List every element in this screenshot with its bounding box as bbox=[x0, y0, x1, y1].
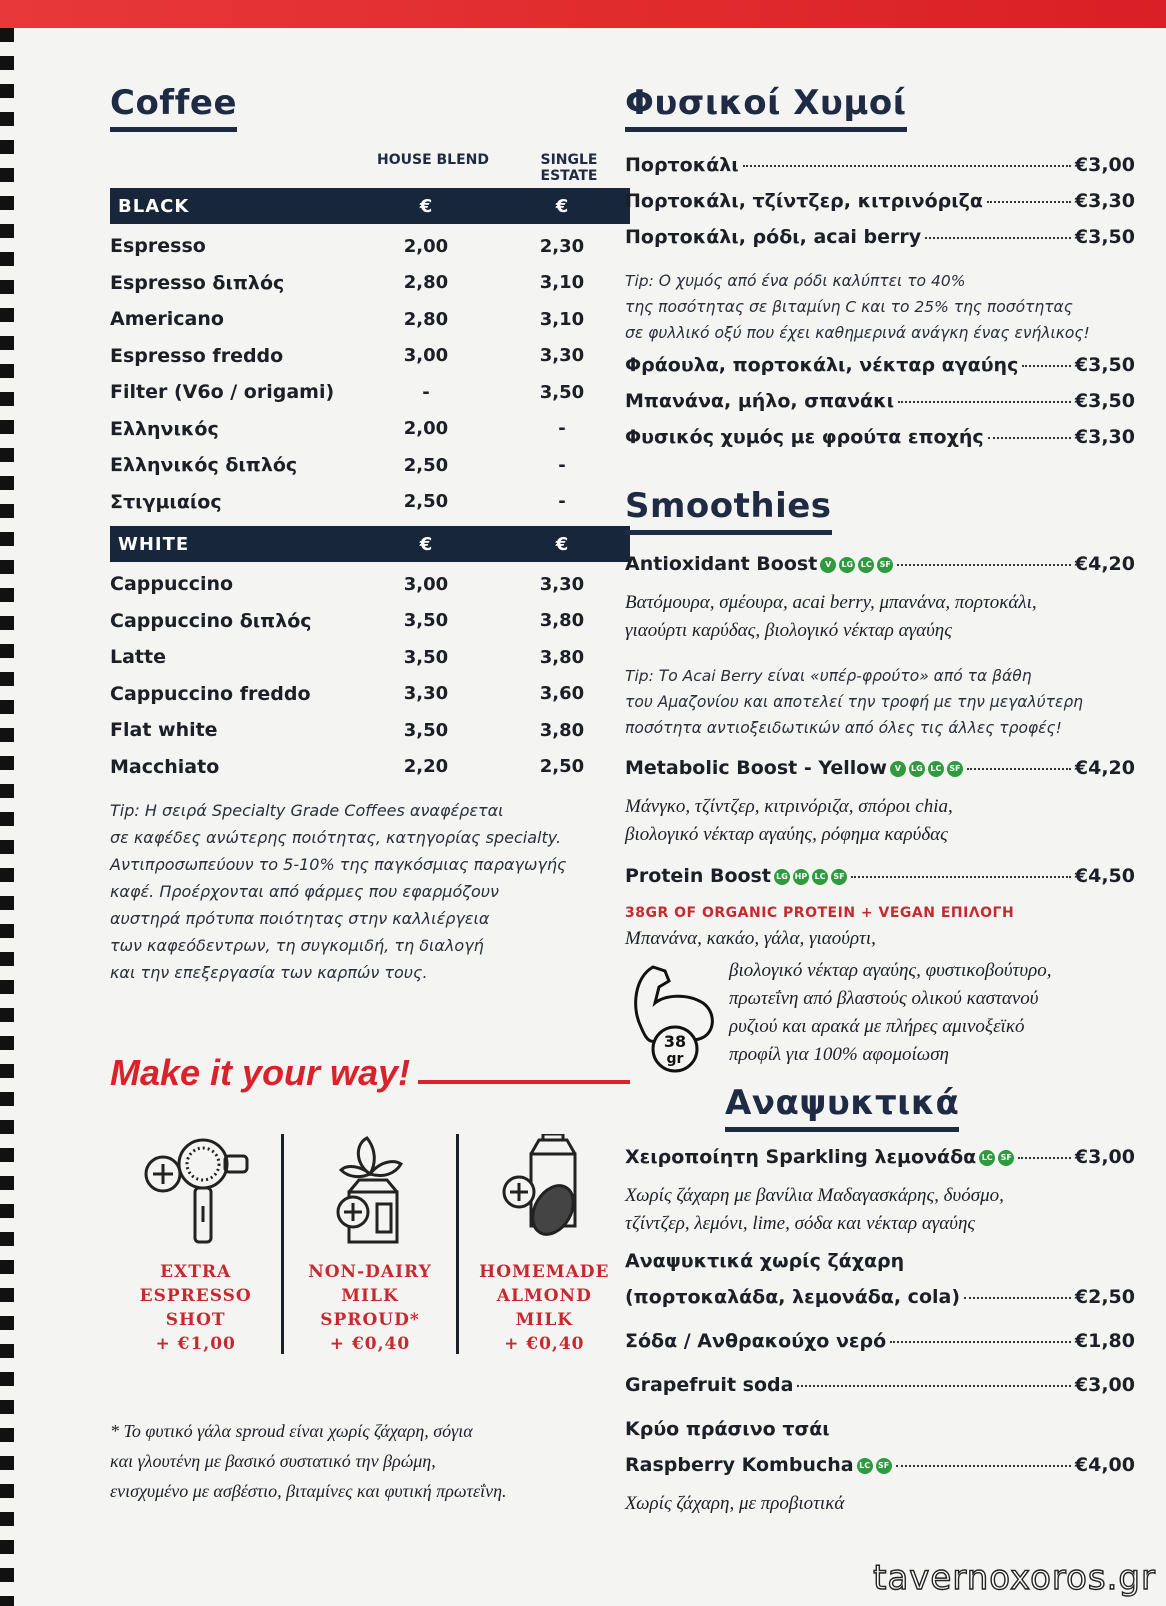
footnote-line: * Το φυτικό γάλα sproud είναι χωρίς ζάχαρη, σόγια bbox=[110, 1421, 473, 1441]
low-gi-badge-icon: LG bbox=[839, 557, 855, 573]
low-gi-badge-icon: LG bbox=[909, 761, 925, 777]
house-blend-price: 2,50 bbox=[403, 454, 449, 476]
extra-espresso-shot bbox=[110, 1134, 281, 1354]
single-estate-price: 3,10 bbox=[539, 272, 585, 294]
flexed-arm-icon bbox=[625, 957, 721, 1077]
low-cal-badge-icon: LC bbox=[812, 869, 828, 885]
coffee-row bbox=[110, 447, 630, 484]
vegan-badge-icon: V bbox=[820, 557, 836, 573]
item-name: Πορτοκάλι, ρόδι, acai berry bbox=[625, 226, 922, 248]
coffee-title: Coffee bbox=[110, 83, 237, 132]
item-price: €4,20 bbox=[1074, 553, 1135, 575]
juice-tip bbox=[625, 268, 1135, 346]
tip-line: Tip: Ο χυμός από ένα ρόδι καλύπτει το 40% bbox=[625, 272, 966, 290]
item-name: Protein Boost bbox=[625, 865, 771, 887]
leader-dots bbox=[890, 1341, 1071, 1343]
item-description bbox=[625, 793, 1135, 849]
coffee-row bbox=[110, 228, 630, 265]
spiral-binding bbox=[0, 28, 30, 1606]
single-estate-price: - bbox=[558, 491, 566, 513]
leader-dots bbox=[898, 401, 1071, 403]
description-line: Χωρίς ζάχαρη με βανίλια Μαδαγασκάρης, δυόσμο, bbox=[625, 1185, 1004, 1206]
description-line: Μπανάνα, κακάο, γάλα, γιαούρτι, bbox=[625, 928, 876, 949]
menu-item bbox=[625, 1454, 1135, 1490]
coffee-name: Espresso bbox=[110, 235, 206, 258]
sugar-free-badge-icon: SF bbox=[876, 1458, 892, 1474]
footnote-line: ενισχυμένο με ασβέστιο, βιταμίνες και φυτική πρωτεΐνη. bbox=[110, 1481, 507, 1501]
diet-badges bbox=[771, 865, 847, 887]
smoothies-title: Smoothies bbox=[625, 486, 832, 535]
item-name: Grapefruit soda bbox=[625, 1374, 794, 1396]
item-name: Μπανάνα, μήλο, σπανάκι bbox=[625, 390, 895, 412]
coffee-name: Ελληνικός διπλός bbox=[110, 454, 298, 477]
single-estate-price: 2,30 bbox=[539, 235, 585, 257]
item-name: Πορτοκάλι bbox=[625, 154, 739, 176]
house-blend-price: 2,50 bbox=[403, 491, 449, 513]
leader-dots bbox=[988, 437, 1071, 439]
description-line: τζίντζερ, λεμόνι, lime, σόδα και νέκταρ αγαύης bbox=[625, 1213, 976, 1234]
currency-label: € bbox=[555, 195, 569, 217]
black-label: BLACK bbox=[118, 195, 190, 217]
protein-subtitle: 38GR OF ORGANIC PROTEIN + VEGAN ΕΠΙΛΟΓΗ bbox=[625, 905, 1015, 921]
white-section-bar bbox=[110, 526, 630, 562]
watermark: tavernoxoros.gr bbox=[873, 1558, 1156, 1598]
homemade-almond-milk bbox=[456, 1134, 630, 1354]
coffee-name: Ελληνικός bbox=[110, 417, 219, 440]
smoothie-metabolic bbox=[625, 757, 1135, 849]
house-blend-price: 2,80 bbox=[403, 308, 449, 330]
coffee-name: Flat white bbox=[110, 719, 218, 742]
vegan-badge-icon: V bbox=[890, 761, 906, 777]
coffee-row bbox=[110, 603, 630, 640]
coffee-name: Espresso freddo bbox=[110, 344, 284, 367]
smoothie-protein bbox=[625, 865, 1135, 1077]
coffee-column bbox=[110, 83, 630, 1506]
item-name: (πορτοκαλάδα, λεμονάδα, cola) bbox=[625, 1286, 961, 1308]
portafilter-icon bbox=[141, 1134, 251, 1246]
white-label: WHITE bbox=[118, 533, 190, 555]
item-name: Σόδα / Ανθρακούχο νερό bbox=[625, 1330, 887, 1352]
item-description bbox=[625, 1182, 1135, 1238]
house-blend-price: 2,00 bbox=[403, 418, 449, 440]
coffee-name: Cappuccino διπλός bbox=[110, 609, 312, 632]
item-name: Raspberry Kombucha bbox=[625, 1454, 854, 1476]
item-price: €3,00 bbox=[1074, 1374, 1135, 1396]
single-estate-price: 3,50 bbox=[539, 381, 585, 403]
soft-kombucha bbox=[625, 1418, 1135, 1518]
plant-milk-carton-icon bbox=[315, 1134, 425, 1246]
item-name: Πορτοκάλι, τζίντζερ, κιτρινόριζα bbox=[625, 190, 983, 212]
sproud-footnote bbox=[110, 1416, 630, 1506]
footnote-line: και γλουτένη με βασικό συστατικό την βρώμη, bbox=[110, 1451, 436, 1471]
house-blend-price: 2,00 bbox=[403, 235, 449, 257]
item-name: Φυσικός χυμός με φρούτα εποχής bbox=[625, 426, 984, 448]
tip-line: αυστηρά πρότυπα ποιότητας στην καλλιέργεια bbox=[110, 909, 490, 928]
item-price: €4,20 bbox=[1074, 757, 1135, 779]
tip-line: Αντιπροσωπεύουν το 5-10% της παγκόσμιας παραγωγής bbox=[110, 855, 567, 874]
menu-item bbox=[625, 426, 1135, 462]
high-protein-badge-icon: HP bbox=[793, 869, 809, 885]
coffee-row bbox=[110, 411, 630, 448]
soft-drinks-title: Αναψυκτικά bbox=[725, 1083, 959, 1132]
coffee-tip bbox=[110, 797, 630, 986]
extra-price: + €1,00 bbox=[155, 1334, 236, 1354]
tip-line: Tip: Το Acai Berry είναι «υπέρ-φρούτο» από τα βάθη bbox=[625, 667, 1032, 685]
coffee-row bbox=[110, 338, 630, 375]
item-price: €3,00 bbox=[1074, 1146, 1135, 1168]
leader-dots bbox=[897, 564, 1071, 566]
extra-label-line: ALMOND bbox=[496, 1286, 592, 1306]
coffee-row bbox=[110, 484, 630, 521]
diet-badges bbox=[817, 553, 893, 575]
coffee-name: Espresso διπλός bbox=[110, 271, 285, 294]
menu-item bbox=[625, 757, 1135, 793]
diet-badges bbox=[854, 1454, 892, 1476]
juices-list-2 bbox=[625, 354, 1135, 462]
description-line: βιολογικό νέκταρ αγαύης, ρόφημα καρύδας bbox=[625, 824, 948, 845]
description-line: Μάνγκο, τζίντζερ, κιτρινόριζα, σπόροι chia, bbox=[625, 796, 953, 817]
single-estate-price: - bbox=[558, 418, 566, 440]
item-price: €2,50 bbox=[1074, 1286, 1135, 1308]
coffee-name: Filter (V6o / origami) bbox=[110, 381, 335, 404]
menu-item bbox=[625, 553, 1135, 589]
leader-dots bbox=[1022, 365, 1071, 367]
house-blend-price: 3,00 bbox=[403, 345, 449, 367]
low-cal-badge-icon: LC bbox=[979, 1150, 995, 1166]
tip-line: καφέ. Προέρχονται από φάρμες που εφαρμόζουν bbox=[110, 882, 499, 901]
extra-label-line: SPROUD* bbox=[320, 1310, 420, 1330]
sugar-free-badge-icon: SF bbox=[831, 869, 847, 885]
currency-label: € bbox=[555, 533, 569, 555]
leader-dots bbox=[987, 201, 1071, 203]
description-line: πρωτεΐνη από βλαστούς ολικού καστανού bbox=[729, 988, 1039, 1009]
non-dairy-milk bbox=[281, 1134, 455, 1354]
make-it-title: Make it your way! bbox=[110, 1052, 411, 1093]
single-estate-price: 3,10 bbox=[539, 308, 585, 330]
extra-label-line: ESPRESSO bbox=[139, 1286, 252, 1306]
single-estate-price: 3,80 bbox=[539, 646, 585, 668]
sugar-free-badge-icon: SF bbox=[947, 761, 963, 777]
menu-item bbox=[625, 190, 1135, 226]
menu-item bbox=[625, 354, 1135, 390]
single-estate-price: 3,60 bbox=[539, 683, 585, 705]
coffee-name: Latte bbox=[110, 646, 166, 669]
leader-dots bbox=[896, 1465, 1071, 1467]
low-cal-badge-icon: LC bbox=[928, 761, 944, 777]
currency-label: € bbox=[419, 533, 433, 555]
coffee-row bbox=[110, 749, 630, 786]
coffee-row bbox=[110, 639, 630, 676]
tip-line: Tip: Η σειρά Specialty Grade Coffees αναφέρεται bbox=[110, 801, 504, 820]
acai-tip bbox=[625, 663, 1135, 741]
house-blend-price: 3,50 bbox=[403, 646, 449, 668]
menu-item bbox=[625, 154, 1135, 190]
drinks-column bbox=[625, 83, 1135, 1518]
currency-label: € bbox=[419, 195, 433, 217]
item-price: €3,30 bbox=[1074, 190, 1135, 212]
sugar-free-badge-icon: SF bbox=[998, 1150, 1014, 1166]
leader-dots bbox=[1018, 1157, 1071, 1159]
single-estate-price: 3,80 bbox=[539, 719, 585, 741]
extra-label-line: HOMEMADE bbox=[479, 1262, 610, 1282]
leader-dots bbox=[797, 1385, 1070, 1387]
extra-label-line: MILK bbox=[515, 1310, 574, 1330]
item-name: Χειροποίητη Sparkling λεμονάδα bbox=[625, 1146, 977, 1168]
black-coffee-list bbox=[110, 228, 630, 520]
diet-badges bbox=[887, 757, 963, 779]
coffee-column-headers bbox=[110, 152, 630, 184]
almond-milk-icon bbox=[489, 1134, 599, 1246]
coffee-row bbox=[110, 265, 630, 302]
coffee-row bbox=[110, 712, 630, 749]
item-name: Metabolic Boost - Yellow bbox=[625, 757, 887, 779]
item-price: €3,30 bbox=[1074, 426, 1135, 448]
item-description bbox=[625, 589, 1135, 645]
item-price: €1,80 bbox=[1074, 1330, 1135, 1352]
leader-dots bbox=[925, 237, 1071, 239]
low-cal-badge-icon: LC bbox=[857, 1458, 873, 1474]
extra-price: + €0,40 bbox=[329, 1334, 411, 1354]
extra-label-line: MILK bbox=[341, 1286, 399, 1306]
single-estate-price: - bbox=[558, 454, 566, 476]
item-name-line: Κρύο πράσινο τσάι bbox=[625, 1418, 830, 1440]
leader-dots bbox=[851, 876, 1071, 878]
low-gi-badge-icon: LG bbox=[774, 869, 790, 885]
extra-label-line: NON-DAIRY bbox=[308, 1262, 432, 1282]
coffee-row bbox=[110, 374, 630, 411]
tip-line: ποσότητα αντιοξειδωτικών από όλες τις άλλες τροφές! bbox=[625, 719, 1062, 737]
coffee-name: Macchiato bbox=[110, 755, 220, 778]
diet-badges bbox=[976, 1146, 1014, 1168]
juices-title: Φυσικοί Χυμοί bbox=[625, 83, 907, 132]
item-description: Χωρίς ζάχαρη, με προβιοτικά bbox=[625, 1493, 845, 1514]
smoothie-antioxidant bbox=[625, 553, 1135, 645]
protein-grams-unit: gr bbox=[666, 1051, 684, 1067]
item-description bbox=[729, 957, 1051, 1069]
juices-list bbox=[625, 154, 1135, 262]
extra-label bbox=[459, 1260, 630, 1356]
low-cal-badge-icon: LC bbox=[858, 557, 874, 573]
top-red-bar bbox=[0, 0, 1166, 28]
menu-item bbox=[625, 1374, 1135, 1410]
protein-grams: 38 bbox=[663, 1032, 687, 1051]
description-line: γιαούρτι καρύδας, βιολογικό νέκταρ αγαύης bbox=[625, 620, 952, 641]
extra-label bbox=[284, 1260, 455, 1356]
leader-dots bbox=[964, 1297, 1071, 1299]
menu-item bbox=[625, 865, 1135, 901]
single-estate-price: 3,30 bbox=[539, 573, 585, 595]
soft-lemonade bbox=[625, 1146, 1135, 1238]
description-line: Βατόμουρα, σμέουρα, acai berry, μπανάνα, πορτοκάλι, bbox=[625, 592, 1037, 613]
extra-label-line: EXTRA bbox=[160, 1262, 232, 1282]
tip-line: της ποσότητας σε βιταμίνη C και το 25% της ποσότητας bbox=[625, 298, 1073, 316]
leader-dots bbox=[967, 768, 1071, 770]
coffee-row bbox=[110, 566, 630, 603]
coffee-name: Cappuccino bbox=[110, 573, 234, 596]
extras-row bbox=[110, 1134, 630, 1354]
tip-line: και την επεξεργασία των καρπών τους. bbox=[110, 963, 428, 982]
sugar-free-badge-icon: SF bbox=[877, 557, 893, 573]
item-price: €3,00 bbox=[1074, 154, 1135, 176]
item-price: €3,50 bbox=[1074, 354, 1135, 376]
house-blend-price: 3,30 bbox=[403, 683, 449, 705]
house-blend-price: 3,50 bbox=[403, 719, 449, 741]
house-blend-price: - bbox=[422, 381, 430, 403]
tip-line: του Αμαζονίου και αποτελεί την τροφή με την μεγαλύτερη bbox=[625, 693, 1083, 711]
protein-detail bbox=[625, 957, 1135, 1077]
item-price: €4,50 bbox=[1074, 865, 1135, 887]
house-blend-price: 2,20 bbox=[403, 756, 449, 778]
single-estate-price: 3,30 bbox=[539, 345, 585, 367]
menu-item bbox=[625, 1330, 1135, 1366]
leader-dots bbox=[743, 165, 1071, 167]
tip-line: σε καφέδες ανώτερης ποιότητας, κατηγορίας specialty. bbox=[110, 828, 562, 847]
extra-label bbox=[110, 1260, 281, 1356]
single-estate-price: 2,50 bbox=[539, 756, 585, 778]
item-price: €4,00 bbox=[1074, 1454, 1135, 1476]
coffee-name: Στιγμιαίος bbox=[110, 490, 222, 513]
description-line: βιολογικό νέκταρ αγαύης, φυστικοβούτυρο, bbox=[729, 960, 1052, 981]
coffee-name: Cappuccino freddo bbox=[110, 682, 311, 705]
house-blend-price: 3,00 bbox=[403, 573, 449, 595]
item-price: €3,50 bbox=[1074, 226, 1135, 248]
house-blend-header: HOUSE BLEND bbox=[377, 152, 489, 168]
coffee-name: Americano bbox=[110, 308, 224, 331]
coffee-row bbox=[110, 301, 630, 338]
menu-item bbox=[625, 226, 1135, 262]
item-price: €3,50 bbox=[1074, 390, 1135, 412]
menu-item bbox=[625, 390, 1135, 426]
single-estate-header: SINGLE ESTATE bbox=[540, 152, 598, 184]
coffee-row bbox=[110, 676, 630, 713]
menu-page bbox=[30, 28, 1166, 1606]
single-estate-price: 3,80 bbox=[539, 610, 585, 632]
make-it-your-way-heading bbox=[110, 1052, 630, 1094]
tip-line: των καφεόδεντρων, τη συγκομιδή, τη διαλογή bbox=[110, 936, 484, 955]
house-blend-price: 3,50 bbox=[403, 610, 449, 632]
tip-line: σε φυλλικό οξύ που έχει καθημερινά ανάγκη ένας ενήλικος! bbox=[625, 324, 1090, 342]
description-line: ρυζιού και αρακά με πλήρες αμινοξεϊκό bbox=[729, 1016, 1025, 1037]
item-name-line: Αναψυκτικά χωρίς ζάχαρη bbox=[625, 1250, 905, 1272]
item-name: Antioxidant Boost bbox=[625, 553, 818, 575]
black-section-bar bbox=[110, 188, 630, 224]
item-name: Φράουλα, πορτοκάλι, νέκταρ αγαύης bbox=[625, 354, 1019, 376]
extra-price: + €0,40 bbox=[504, 1334, 585, 1354]
soft-sugarfree bbox=[625, 1250, 1135, 1322]
menu-item bbox=[625, 1146, 1135, 1182]
house-blend-price: 2,80 bbox=[403, 272, 449, 294]
menu-item bbox=[625, 1286, 1135, 1322]
heading-underline bbox=[418, 1080, 630, 1084]
white-coffee-list bbox=[110, 566, 630, 785]
extra-label-line: SHOT bbox=[165, 1310, 226, 1330]
description-line: προφίλ για 100% αφομοίωση bbox=[729, 1044, 949, 1065]
